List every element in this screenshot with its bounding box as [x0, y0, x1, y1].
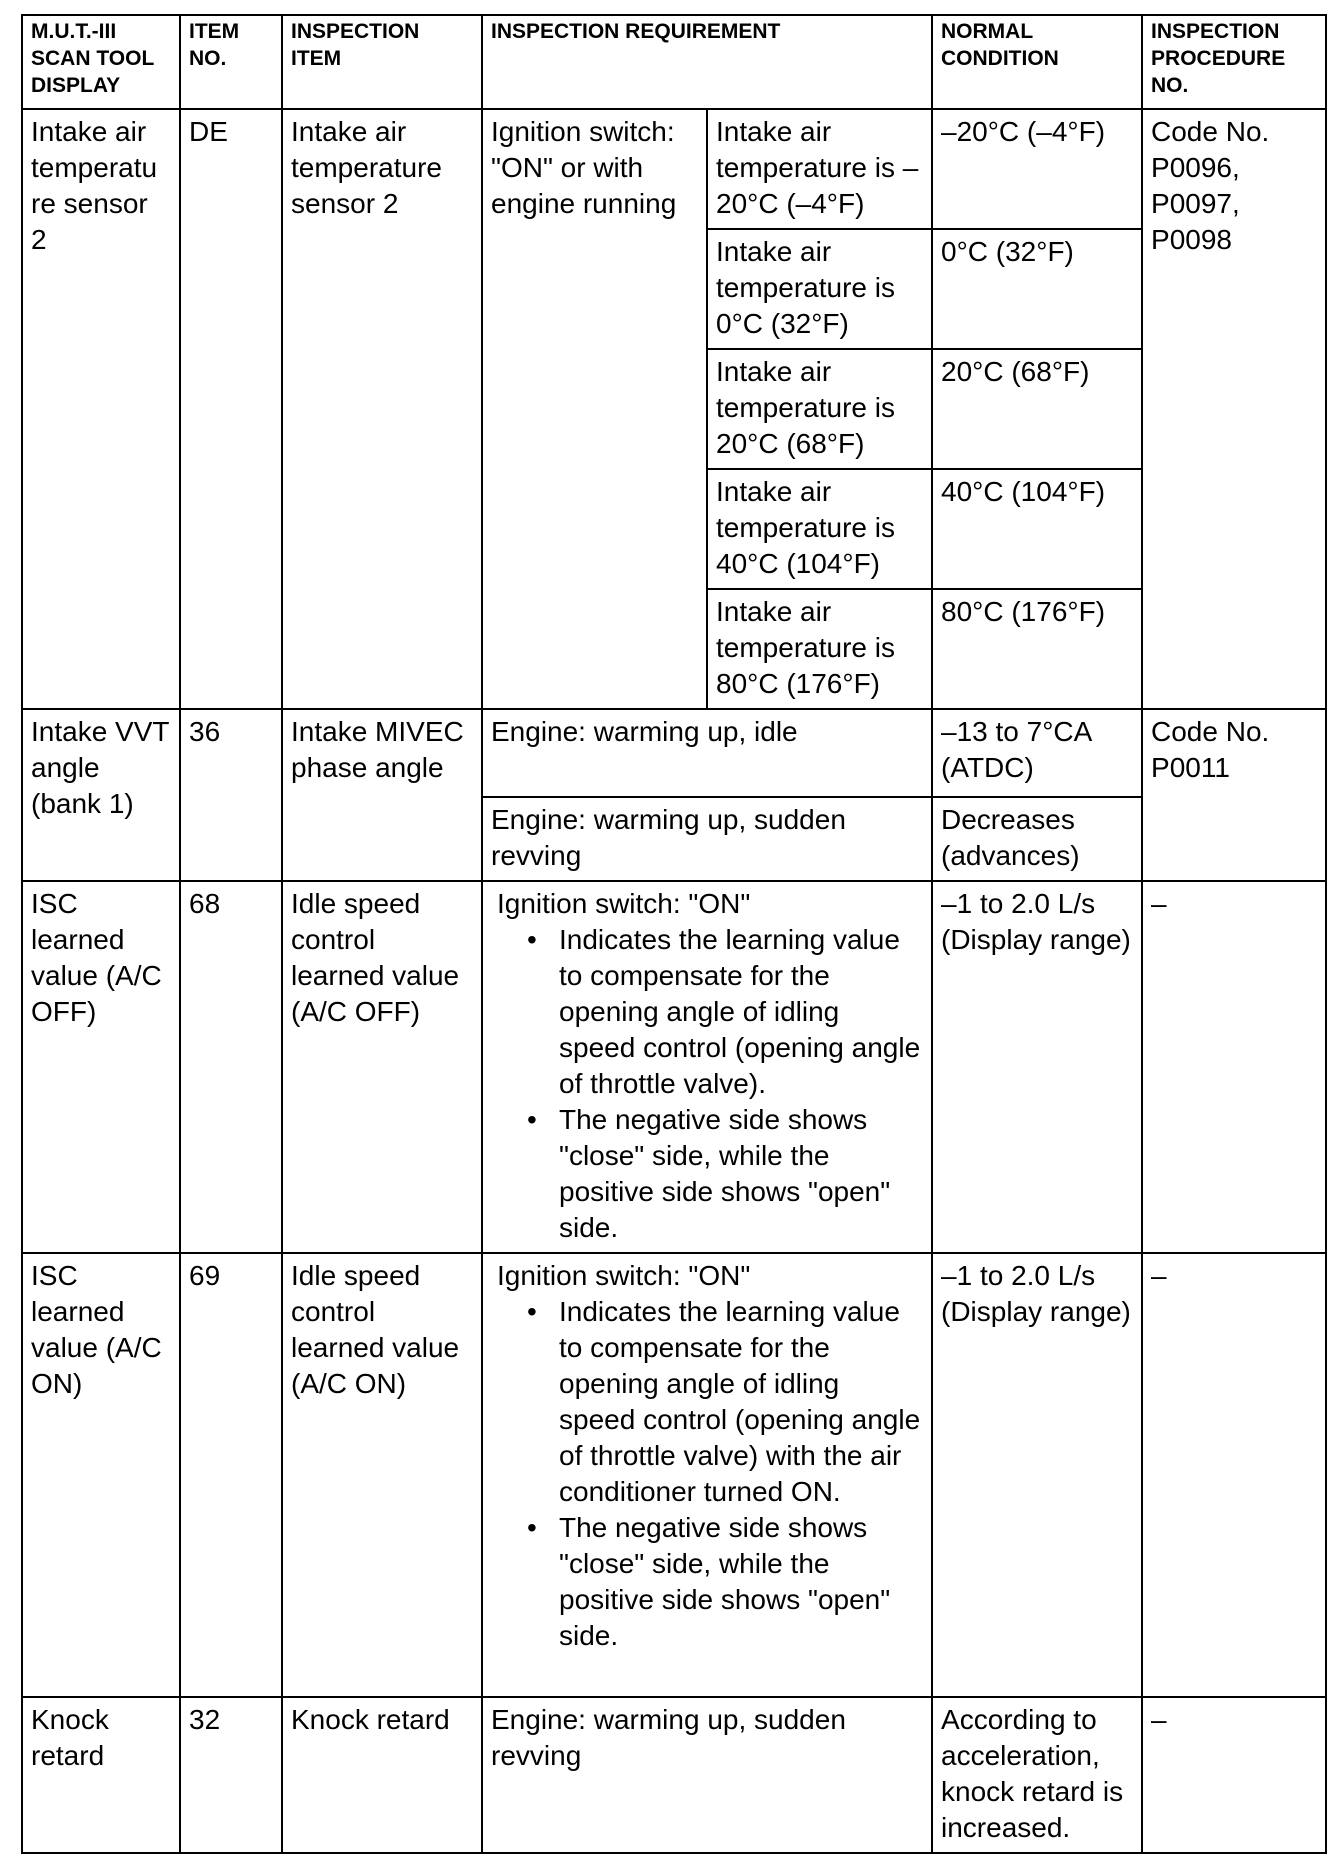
header-display: M.U.T.-III SCAN TOOL DISPLAY [22, 15, 180, 109]
cell-normal-condition: –1 to 2.0 L/s (Display range) [932, 881, 1142, 1253]
cell-normal-condition: 40°C (104°F) [932, 469, 1142, 589]
header-inspection-item: INSPECTION ITEM [282, 15, 482, 109]
cell-display: Intake air temperatu re sensor 2 [22, 109, 180, 709]
cell-item-no: 36 [180, 709, 282, 881]
list-item: • The negative side shows "close" side, while the positive side shows "open" side. [559, 1102, 923, 1246]
header-item-no: ITEM NO. [180, 15, 282, 109]
cell-procedure: Code No. P0011 [1142, 709, 1326, 881]
cell-inspection-item: Intake air temperature sensor 2 [282, 109, 482, 709]
cell-item-no: 32 [180, 1697, 282, 1853]
cell-sub-condition: Intake air temperature is 0°C (32°F) [707, 229, 932, 349]
table-row [22, 1697, 1326, 1853]
cell-requirement [482, 881, 932, 1253]
requirement-bullets [497, 922, 923, 1246]
cell-procedure: Code No. P0096, P0097, P0098 [1142, 109, 1326, 709]
cell-inspection-item: Idle speed control learned value (A/C ON) [282, 1253, 482, 1697]
cell-display: ISC learned value (A/C ON) [22, 1253, 180, 1697]
list-item: • The negative side shows "close" side, while the positive side shows "open" side. [559, 1510, 923, 1654]
cell-requirement: Engine: warming up, sudden revving [482, 797, 932, 881]
cell-procedure: – [1142, 1697, 1326, 1853]
cell-normal-condition: –20°C (–4°F) [932, 109, 1142, 229]
cell-normal-condition: –13 to 7°CA (ATDC) [932, 709, 1142, 797]
cell-requirement: Engine: warming up, idle [482, 709, 932, 797]
cell-display: Knock retard [22, 1697, 180, 1853]
list-item: • Indicates the learning value to compensate for the opening angle of idling speed control (opening angle of throttle valve) with the air conditioner turned ON. [559, 1294, 923, 1510]
cell-normal-condition: Decreases (advances) [932, 797, 1142, 881]
header-row [22, 15, 1326, 109]
cell-requirement [482, 1253, 932, 1697]
cell-item-no: 68 [180, 881, 282, 1253]
cell-requirement: Engine: warming up, sudden revving [482, 1697, 932, 1853]
table-row [22, 1253, 1326, 1697]
cell-display: ISC learned value (A/C OFF) [22, 881, 180, 1253]
cell-requirement: Ignition switch: "ON" or with engine running [482, 109, 707, 709]
cell-inspection-item: Intake MIVEC phase angle [282, 709, 482, 881]
cell-inspection-item: Knock retard [282, 1697, 482, 1853]
cell-inspection-item: Idle speed control learned value (A/C OFF) [282, 881, 482, 1253]
requirement-bullets [497, 1294, 923, 1654]
cell-normal-condition: –1 to 2.0 L/s (Display range) [932, 1253, 1142, 1697]
cell-procedure: – [1142, 1253, 1326, 1697]
cell-sub-condition: Intake air temperature is 80°C (176°F) [707, 589, 932, 709]
table-row [22, 109, 1326, 229]
cell-normal-condition: 20°C (68°F) [932, 349, 1142, 469]
requirement-intro: Ignition switch: "ON" [497, 1260, 751, 1291]
table-row [22, 709, 1326, 797]
cell-item-no: DE [180, 109, 282, 709]
cell-sub-condition: Intake air temperature is –20°C (–4°F) [707, 109, 932, 229]
table-row [22, 881, 1326, 1253]
header-inspection-requirement: INSPECTION REQUIREMENT [482, 15, 932, 109]
cell-procedure: – [1142, 881, 1326, 1253]
inspection-table-sheet [21, 14, 1325, 1854]
inspection-table [21, 14, 1327, 1854]
cell-sub-condition: Intake air temperature is 20°C (68°F) [707, 349, 932, 469]
cell-normal-condition: 0°C (32°F) [932, 229, 1142, 349]
cell-sub-condition: Intake air temperature is 40°C (104°F) [707, 469, 932, 589]
cell-display: Intake VVT angle (bank 1) [22, 709, 180, 881]
requirement-intro: Ignition switch: "ON" [497, 888, 751, 919]
cell-normal-condition: According to acceleration, knock retard is increased. [932, 1697, 1142, 1853]
cell-item-no: 69 [180, 1253, 282, 1697]
list-item: • Indicates the learning value to compensate for the opening angle of idling speed control (opening angle of throttle valve). [559, 922, 923, 1102]
header-normal-condition: NORMAL CONDITION [932, 15, 1142, 109]
header-procedure-no: INSPECTION PROCEDURE NO. [1142, 15, 1326, 109]
cell-normal-condition: 80°C (176°F) [932, 589, 1142, 709]
